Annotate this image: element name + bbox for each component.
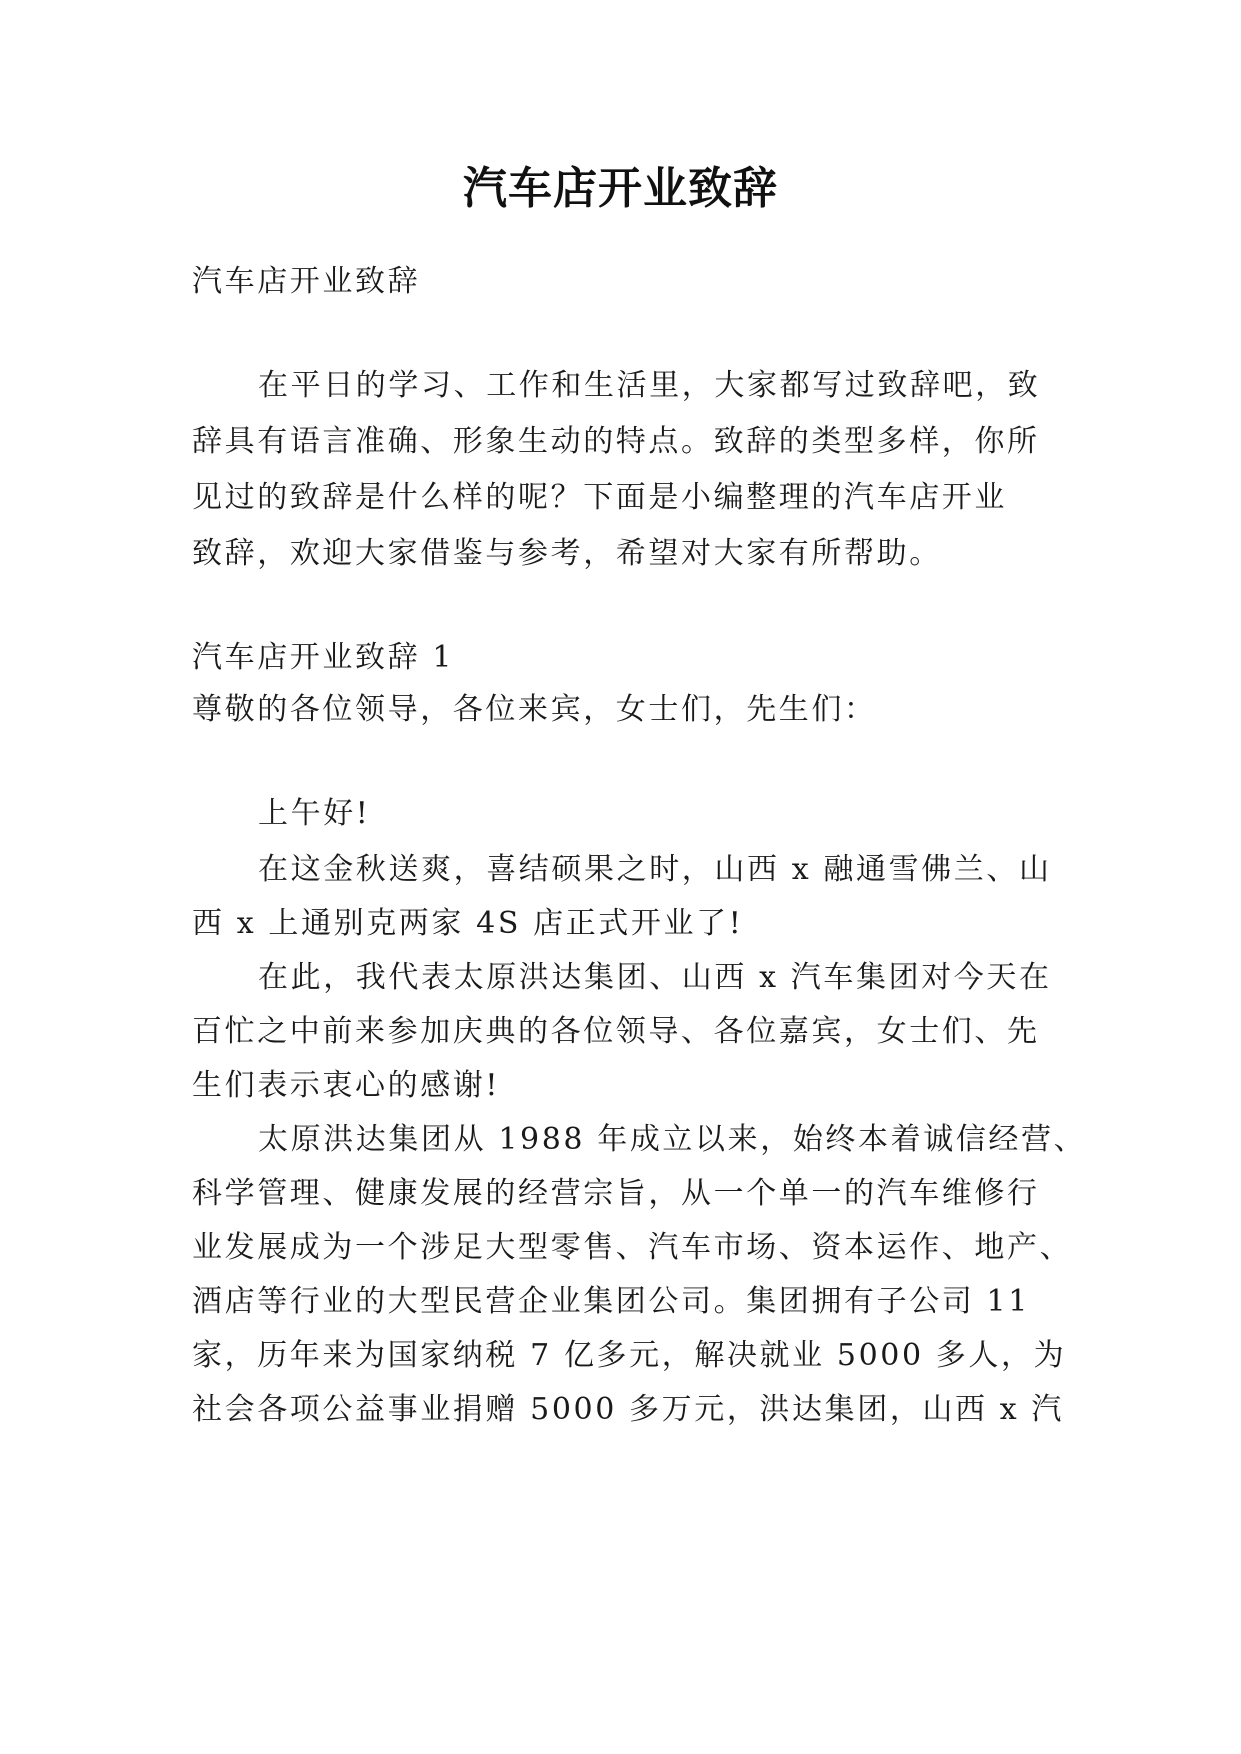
paragraph-3-line-4: 酒店等行业的大型民营企业集团公司。集团拥有子公司 11 xyxy=(192,1284,1030,1319)
paragraph-2-line-1: 在此，我代表太原洪达集团、山西 x 汽车集团对今天在 xyxy=(258,960,1052,995)
paragraph-2-line-2: 百忙之中前来参加庆典的各位领导、各位嘉宾，女士们、先 xyxy=(192,1014,1040,1049)
paragraph-3-line-3: 业发展成为一个涉足大型零售、汽车市场、资本运作、地产、 xyxy=(192,1230,1073,1265)
salutation: 尊敬的各位领导，各位来宾，女士们，先生们： xyxy=(192,692,877,727)
intro-line-1: 在平日的学习、工作和生活里，大家都写过致辞吧，致 xyxy=(258,368,1041,403)
paragraph-2-line-3: 生们表示衷心的感谢! xyxy=(192,1068,501,1103)
intro-line-2: 辞具有语言准确、形象生动的特点。致辞的类型多样，你所 xyxy=(192,424,1040,459)
intro-line-4: 致辞，欢迎大家借鉴与参考，希望对大家有所帮助。 xyxy=(192,536,942,571)
paragraph-3-line-2: 科学管理、健康发展的经营宗旨，从一个单一的汽车维修行 xyxy=(192,1176,1040,1211)
greeting: 上午好! xyxy=(258,796,371,831)
paragraph-1-line-2: 西 x 上通别克两家 4S 店正式开业了! xyxy=(192,906,744,941)
paragraph-1-line-1: 在这金秋送爽，喜结硕果之时，山西 x 融通雪佛兰、山 xyxy=(258,852,1052,887)
section-heading: 汽车店开业致辞 1 xyxy=(192,640,455,675)
paragraph-3-line-1: 太原洪达集团从 1988 年成立以来，始终本着诚信经营、 xyxy=(258,1122,1087,1157)
document-title: 汽车店开业致辞 xyxy=(463,163,778,214)
paragraph-3-line-6: 社会各项公益事业捐赠 5000 多万元，洪达集团，山西 x 汽 xyxy=(192,1392,1065,1427)
intro-line-3: 见过的致辞是什么样的呢？下面是小编整理的汽车店开业 xyxy=(192,480,1007,515)
document-subtitle: 汽车店开业致辞 xyxy=(192,264,421,299)
paragraph-3-line-5: 家，历年来为国家纳税 7 亿多元，解决就业 5000 多人，为 xyxy=(192,1338,1067,1373)
